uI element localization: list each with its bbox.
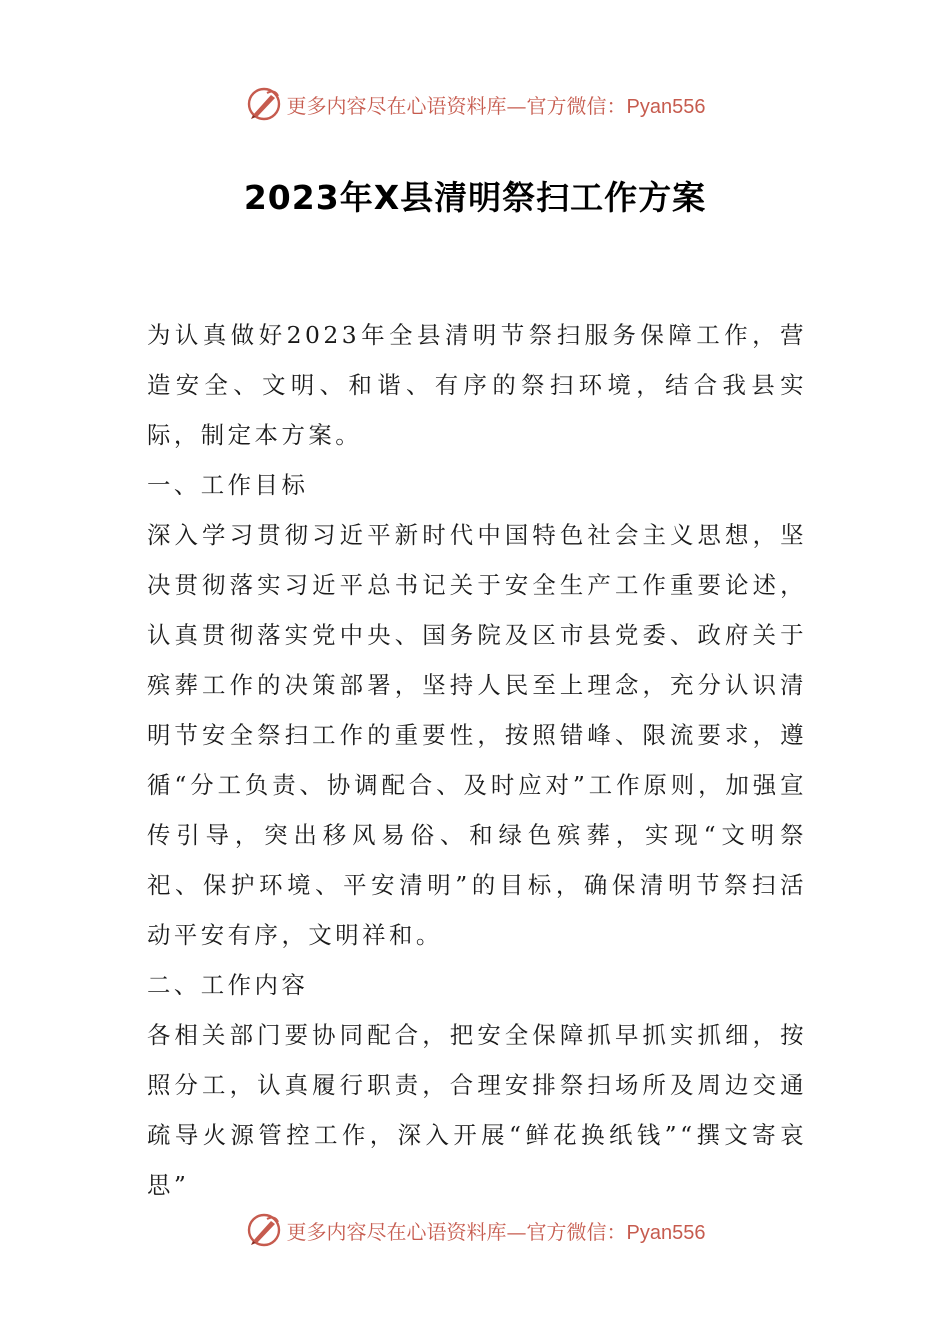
watermark-text: 更多内容尽在心语资料库—官方微信：Pyan556 bbox=[286, 93, 706, 118]
document-title: 2023年X县清明祭扫工作方案 bbox=[243, 178, 707, 217]
paragraph-intro: 为认真做好2023年全县清明节祭扫服务保障工作，营造安全、文明、和谐、有序的祭扫环境，结合我县实际，制定本方案。 bbox=[147, 321, 807, 449]
section-heading-1: 一、工作目标 bbox=[147, 471, 309, 499]
document-body bbox=[147, 310, 807, 1210]
pen-circle-logo-icon bbox=[245, 1211, 283, 1249]
paragraph-goals: 深入学习贯彻习近平新时代中国特色社会主义思想，坚决贯彻落实习近平总书记关于安全生产工作重要论述，认真贯彻落实党中央、国务院及区市县党委、政府关于殡葬工作的决策部署，坚持人民至上理念，充分认识清明节安全祭扫工作的重要性，按照错峰、限流要求，遵循“分工负责、协调配合、及时应对”工作原则，加强宣传引导，突出移风易俗、和绿色殡葬，实现“文明祭祀、保护环境、平安清明”的目标，确保清明节祭扫活动平安有序，文明祥和。 bbox=[147, 521, 807, 949]
section-heading-2: 二、工作内容 bbox=[147, 971, 309, 999]
watermark-banner-top bbox=[0, 82, 950, 126]
wechat-id: Pyan556 bbox=[626, 1221, 706, 1244]
watermark-banner-bottom bbox=[0, 1208, 950, 1252]
paragraph-content: 各相关部门要协同配合，把安全保障抓早抓实抓细，按照分工，认真履行职责，合理安排祭扫场所及周边交通疏导火源管控工作，深入开展“鲜花换纸钱”“撰文寄哀思” bbox=[147, 1021, 807, 1199]
watermark-text: 更多内容尽在心语资料库—官方微信：Pyan556 bbox=[286, 1219, 706, 1244]
pen-circle-logo-icon bbox=[245, 85, 283, 123]
wechat-id: Pyan556 bbox=[626, 95, 706, 118]
